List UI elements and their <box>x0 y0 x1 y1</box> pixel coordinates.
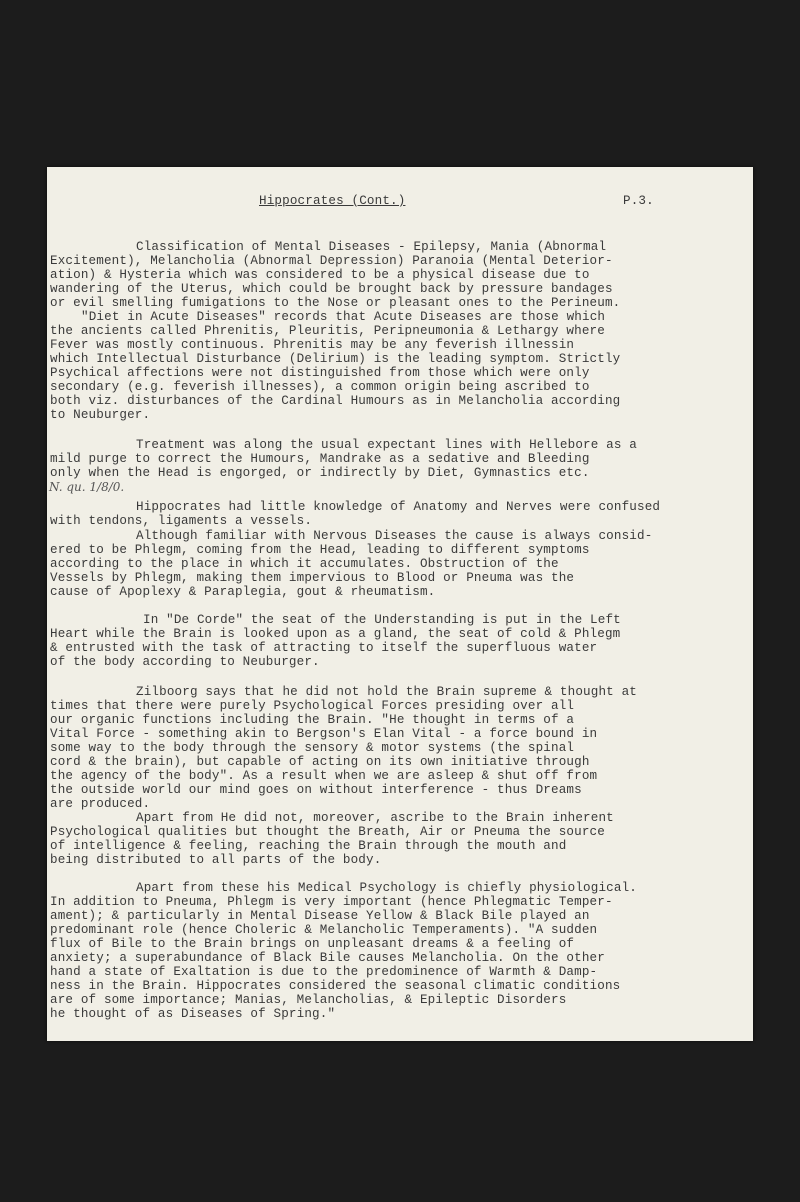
text-line: Vessels by Phlegm, making them impervious to Blood or Pneuma was the <box>50 571 575 585</box>
text-line: & entrusted with the task of attracting to itself the superfluous water <box>50 641 598 655</box>
text-line: "Diet in Acute Diseases" records that Acute Diseases are those which <box>81 310 606 324</box>
text-line: which Intellectual Disturbance (Delirium) is the leading symptom. Strictly <box>50 352 621 366</box>
text-line: are of some importance; Manias, Melancholias, & Epileptic Disorders <box>50 993 567 1007</box>
text-line: he thought of as Diseases of Spring." <box>50 1007 336 1021</box>
text-line: the outside world our mind goes on without interference - thus Dreams <box>50 783 582 797</box>
handwritten-note: N. qu. 1/8/0. <box>49 480 125 494</box>
text-line: In addition to Pneuma, Phlegm is very important (hence Phlegmatic Temper- <box>50 895 613 909</box>
text-line: Psychical affections were not distinguished from those which were only <box>50 366 590 380</box>
text-line: Apart from these his Medical Psychology is chiefly physiological. <box>136 881 637 895</box>
text-line: to Neuburger. <box>50 408 151 422</box>
text-line: ament); & particularly in Mental Disease Yellow & Black Bile played an <box>50 909 590 923</box>
text-line: mild purge to correct the Humours, Mandrake as a sedative and Bleeding <box>50 452 590 466</box>
text-line: ation) & Hysteria which was considered to be a physical disease due to <box>50 268 590 282</box>
text-line: Treatment was along the usual expectant lines with Hellebore as a <box>136 438 637 452</box>
text-line: In "De Corde" the seat of the Understanding is put in the Left <box>143 613 621 627</box>
text-line: cord & the brain), but capable of acting on its own initiative through <box>50 755 590 769</box>
text-line: both viz. disturbances of the Cardinal Humours as in Melancholia according <box>50 394 621 408</box>
text-line: times that there were purely Psychological Forces presiding over all <box>50 699 575 713</box>
text-line: Heart while the Brain is looked upon as a gland, the seat of cold & Phlegm <box>50 627 621 641</box>
text-line: Classification of Mental Diseases - Epilepsy, Mania (Abnormal <box>136 240 607 254</box>
text-line: secondary (e.g. feverish illnesses), a common origin being ascribed to <box>50 380 590 394</box>
text-line: flux of Bile to the Brain brings on unpleasant dreams & a feeling of <box>50 937 575 951</box>
text-line: Vital Force - something akin to Bergson's Elan Vital - a force bound in <box>50 727 598 741</box>
text-line: wandering of the Uterus, which could be brought back by pressure bandages <box>50 282 613 296</box>
text-line: Zilboorg says that he did not hold the Brain supreme & thought at <box>136 685 637 699</box>
text-line: Hippocrates had little knowledge of Anatomy and Nerves were confused <box>136 500 661 514</box>
text-line: some way to the body through the sensory & motor systems (the spinal <box>50 741 575 755</box>
text-line: of the body according to Neuburger. <box>50 655 320 669</box>
text-line: being distributed to all parts of the body. <box>50 853 382 867</box>
text-line: the ancients called Phrenitis, Pleuritis, Peripneumonia & Lethargy where <box>50 324 605 338</box>
text-line: Psychological qualities but thought the Breath, Air or Pneuma the source <box>50 825 605 839</box>
text-line: hand a state of Exaltation is due to the predominence of Warmth & Damp- <box>50 965 598 979</box>
text-line: Although familiar with Nervous Diseases the cause is always consid- <box>136 529 653 543</box>
text-line: our organic functions including the Brain. "He thought in terms of a <box>50 713 575 727</box>
text-line: Excitement), Melancholia (Abnormal Depression) Paranoia (Mental Deterior- <box>50 254 613 268</box>
text-line: anxiety; a superabundance of Black Bile causes Melancholia. On the other <box>50 951 605 965</box>
text-line: the agency of the body". As a result when we are asleep & shut off from <box>50 769 598 783</box>
text-line: cause of Apoplexy & Paraplegia, gout & rheumatism. <box>50 585 436 599</box>
page-title: Hippocrates (Cont.) <box>259 194 406 208</box>
text-line: predominant role (hence Choleric & Melancholic Temperaments). "A sudden <box>50 923 598 937</box>
text-line: Fever was mostly continuous. Phrenitis may be any feverish illnessin <box>50 338 575 352</box>
text-line: only when the Head is engorged, or indirectly by Diet, Gymnastics etc. <box>50 466 590 480</box>
text-line: or evil smelling fumigations to the Nose or pleasant ones to the Perineum. <box>50 296 621 310</box>
text-line: ness in the Brain. Hippocrates considered the seasonal climatic conditions <box>50 979 621 993</box>
text-line: Apart from He did not, moreover, ascribe to the Brain inherent <box>136 811 614 825</box>
text-line: according to the place in which it accumulates. Obstruction of the <box>50 557 559 571</box>
page-number: P.3. <box>623 194 654 208</box>
text-line: are produced. <box>50 797 151 811</box>
typewritten-page <box>47 167 753 1041</box>
text-line: ered to be Phlegm, coming from the Head, leading to different symptoms <box>50 543 590 557</box>
text-line: of intelligence & feeling, reaching the Brain through the mouth and <box>50 839 567 853</box>
text-line: with tendons, ligaments a vessels. <box>50 514 313 528</box>
